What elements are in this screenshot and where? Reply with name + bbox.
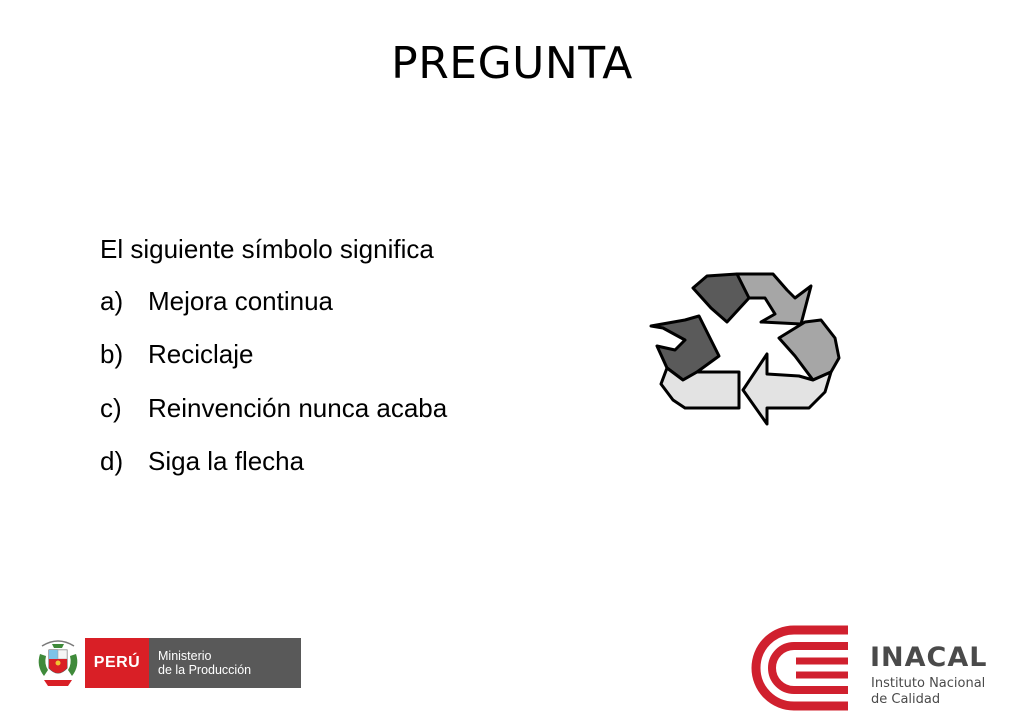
inacal-sub-line-2: de Calidad [871,692,941,708]
option-text: Reciclaje [148,339,254,370]
recycle-left-light [661,368,739,408]
ministry-line-1: Ministerio [158,649,212,663]
ministry-label [149,638,301,688]
slide-title: PREGUNTA [391,38,633,89]
option-letter: d) [100,445,124,476]
inacal-name: INACAL [870,642,988,673]
option-text: Siga la flecha [148,445,305,476]
option-letter: a) [100,286,124,317]
inacal-sub-line-1: Instituto Nacional [871,676,986,691]
coat-of-arms-icon [36,636,80,690]
option-letter: b) [100,339,124,370]
ministry-line-2: de la Producción [158,663,252,678]
peru-label: PERÚ [85,638,149,688]
recycle-top-arrow [737,274,811,324]
question-block [100,234,560,499]
recycle-left-arrow [651,316,719,380]
option-text: Reinvención nunca acaba [148,392,448,423]
option-letter: c) [100,392,122,423]
inacal-subtitle [871,676,985,709]
inacal-mark-icon [738,620,856,714]
option-b [100,339,560,370]
option-text: Mejora continua [148,286,333,317]
question-text: El siguiente símbolo significa [100,234,434,264]
recycle-icon [645,268,845,428]
option-c [100,393,560,424]
option-d [100,446,560,477]
inacal-logo [738,620,1008,714]
peru-ministry-logo [36,636,306,690]
option-a [100,286,560,317]
